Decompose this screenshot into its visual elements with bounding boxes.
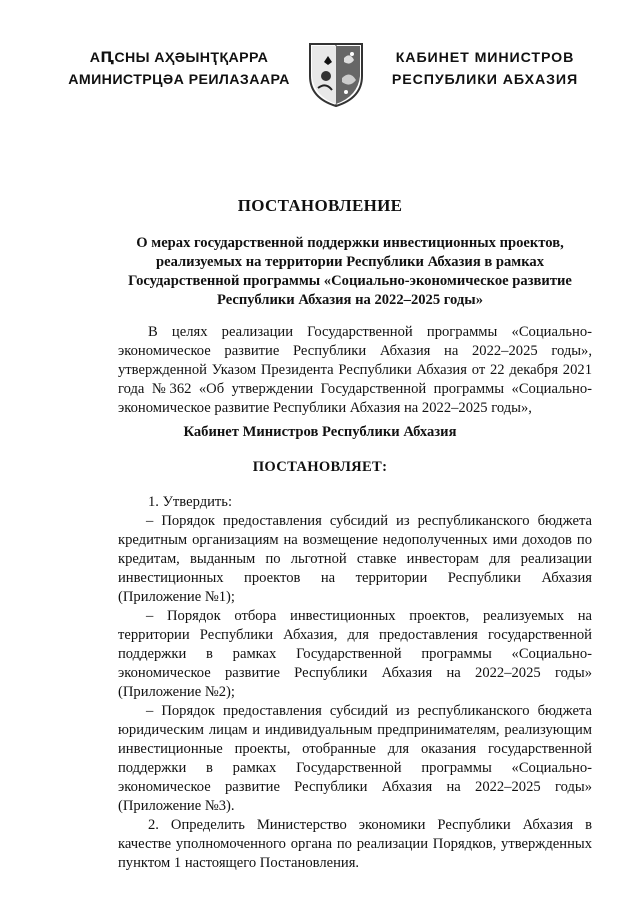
issuing-body: Кабинет Министров Республики Абхазия bbox=[183, 424, 457, 440]
item-1-order-subsidies-entrepreneurs: – Порядок предоставления субсидий из республиканского бюджета юридическим лицам и индивидуальным предпринимателям, реализующим инвестиционные проекты, отобранные для оказания государственной поддержки в рамках Государственной программы «Социально-экономическое развитие Республики Абхазия на 2022–2025 годы» (Приложение №3). bbox=[118, 703, 592, 814]
item-1-order-project-selection: – Порядок отбора инвестиционных проектов, реализуемых на территории Республики Абхазия, для предоставления государственной поддержки в рамках Государственной программы «Социально-экономическое развитие Республики Абхазия на 2022–2025 годы» (Приложение №2); bbox=[118, 608, 592, 700]
coat-of-arms-icon bbox=[306, 42, 366, 108]
item-2-authorized-body: 2. Определить Министерство экономики Республики Абхазия в качестве уполномоченного органа по реализации Порядков, утвержденных пунктом 1 настоящего Постановления. bbox=[118, 817, 592, 871]
header-abkhaz-line2: АМИНИСТРЦӘА РЕИЛАЗААРА bbox=[68, 72, 290, 88]
header-abkhaz-line1: АԤСНЫ АҲӘЫНҬҚАРРА bbox=[89, 50, 269, 66]
document-title: ПОСТАНОВЛЕНИЕ bbox=[237, 196, 403, 215]
intro-text: В целях реализации Государственной программы «Социально-экономическое развитие Республики Абхазия на 2022–2025 годы», утвержденной Указом Президента Республики Абхазия от 22 декабря 2021 года №362 «Об утверждении Государственной программы «Социально-экономическое развитие Республики Абхазия на 2022–2025 годы», bbox=[118, 324, 592, 416]
resolution-items bbox=[118, 493, 592, 873]
resolves-heading: ПОСТАНОВЛЯЕТ: bbox=[252, 459, 388, 475]
document-subject: О мерах государственной поддержки инвестиционных проектов, реализуемых на территории Республики Абхазия в рамках Государственной программы «Социально-экономическое развитие Республики Абхазия на 2022–2025 годы» bbox=[128, 235, 572, 308]
header-russian-line1: КАБИНЕТ МИНИСТРОВ bbox=[395, 50, 575, 66]
intro-paragraph bbox=[118, 323, 592, 418]
item-1-approve: 1. Утвердить: bbox=[148, 494, 233, 510]
item-1-order-subsidies-credit: – Порядок предоставления субсидий из республиканского бюджета кредитным организациям на возмещение недополученных ими доходов по кредитам, выданным по льготной ставке инвесторам для реализации инвестиционных проектов на территории Республики Абхазия (Приложение №1); bbox=[118, 513, 592, 605]
header-russian bbox=[380, 47, 590, 91]
header-russian-line2: РЕСПУБЛИКИ АБХАЗИЯ bbox=[391, 72, 579, 88]
header-abkhaz bbox=[68, 47, 290, 91]
